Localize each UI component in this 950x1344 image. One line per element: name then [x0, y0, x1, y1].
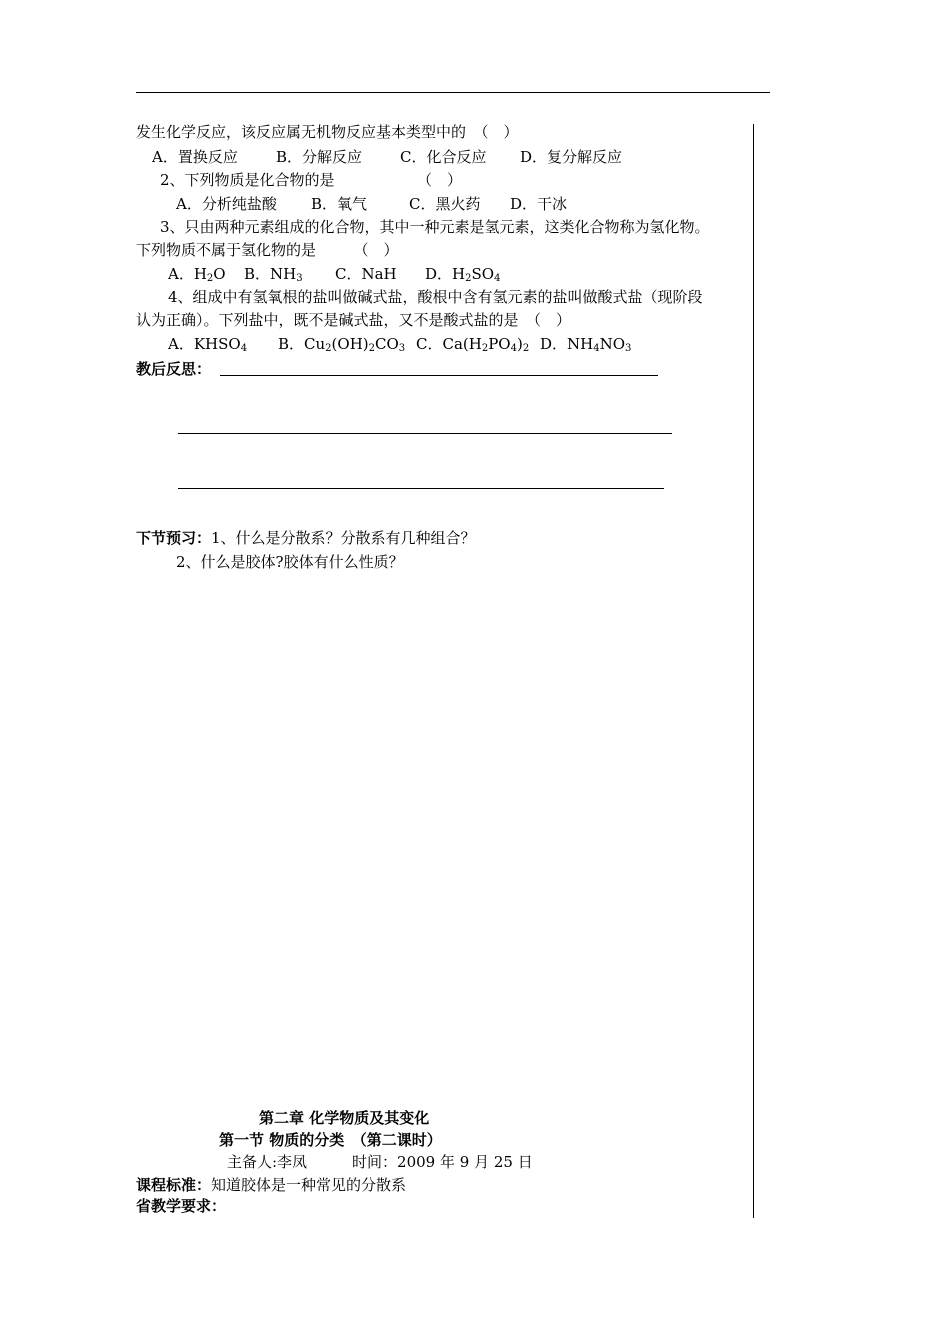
header-rule [136, 92, 770, 93]
q3-stem-line1: 3、只由两种元素组成的化合物，其中一种元素是氢元素，这类化合物称为氢化物。 [160, 218, 710, 236]
q4-option-c: C．$Ca(H_2PO_4)_2$ [416, 335, 530, 354]
reflection-blank-1 [220, 375, 658, 376]
province-requirement-label: 省教学要求： [136, 1197, 227, 1215]
reflection-blank-2 [178, 433, 672, 434]
section-title: 第一节 物质的分类 （第二课时） [219, 1131, 442, 1149]
q4-option-b: B．$Cu_2(OH)_2CO_3$ [278, 335, 406, 354]
course-standard-text: 知道胶体是一种常见的分散系 [211, 1176, 407, 1194]
preview-label: 下节预习： [136, 529, 212, 547]
author-date: 主备人:李凤 时间：2009 年 9 月 25 日 [227, 1153, 533, 1171]
preview-item-1: 1、什么是分散系？分散系有几种组合？ [211, 529, 476, 547]
reflection-label: 教后反思： [136, 360, 212, 378]
q1-options [152, 147, 622, 167]
q4-option-d: D．$NH_4NO_3$ [540, 335, 632, 354]
q3-options [168, 264, 500, 284]
q2-option-a: A．分析纯盐酸 [176, 195, 277, 213]
q2-option-b: B．氧气 [311, 195, 368, 213]
preview-item-2: 2、什么是胶体?胶体有什么性质？ [176, 553, 404, 571]
q2-stem: 2、下列物质是化合物的是 （ ） [160, 171, 463, 189]
q2-options [176, 194, 567, 214]
course-standard [136, 1175, 406, 1195]
q3-option-c: C．NaH [335, 265, 397, 283]
reflection-blank-3 [178, 488, 664, 489]
right-margin-rule [753, 124, 754, 1218]
q1-option-b: B．分解反应 [276, 148, 363, 166]
q3-option-d: D．$H_2SO_4$ [425, 265, 501, 284]
q2-option-c: C．黑火药 [409, 195, 481, 213]
q4-option-a: A．$KHSO_4$ [168, 335, 248, 354]
q4-stem-line1: 4、组成中有氢氧根的盐叫做碱式盐，酸根中含有氢元素的盐叫做酸式盐（现阶段 [168, 288, 703, 306]
q3-option-b: B．$NH_3$ [244, 265, 303, 284]
q1-option-a: A．置换反应 [152, 148, 238, 166]
q1-option-d: D．复分解反应 [520, 148, 623, 166]
q1-stem: 发生化学反应，该反应属无机物反应基本类型中的 （ ） [136, 123, 519, 141]
q1-option-c: C．化合反应 [400, 148, 487, 166]
preview-line-1 [136, 528, 476, 548]
chapter-title: 第二章 化学物质及其变化 [259, 1109, 430, 1127]
q2-option-d: D．干冰 [510, 195, 568, 213]
q3-stem-line2: 下列物质不属于氢化物的是 （ ） [136, 241, 399, 259]
q3-option-a: A．$H_2O$ [168, 265, 226, 284]
q4-options [168, 334, 631, 354]
course-standard-label: 课程标准： [136, 1176, 212, 1194]
q4-stem-line2: 认为正确）。下列盐中，既不是碱式盐，又不是酸式盐的是 （ ） [136, 311, 572, 329]
